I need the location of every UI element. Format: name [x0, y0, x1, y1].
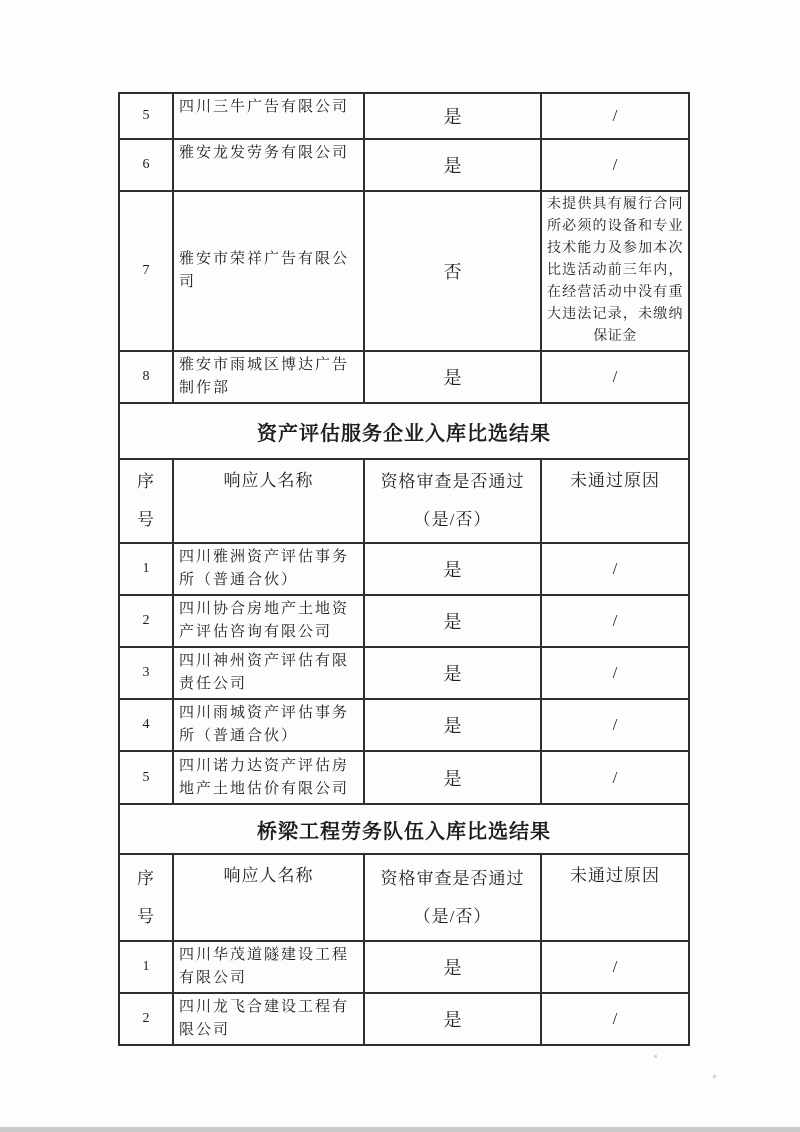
table-row — [119, 699, 689, 751]
header-fail-reason — [541, 854, 689, 941]
seq-cell: 5 — [119, 93, 173, 139]
table-row — [119, 351, 689, 403]
scan-edge-artifact — [0, 1127, 800, 1132]
seq-cell: 1 — [119, 543, 173, 595]
name-cell: 雅安龙发劳务有限公司 — [173, 139, 364, 191]
passed-cell: 是 — [364, 139, 541, 191]
passed-cell: 是 — [364, 751, 541, 804]
table-row — [119, 403, 689, 459]
header-seq — [119, 459, 173, 543]
passed-cell: 是 — [364, 351, 541, 403]
reason-cell: / — [541, 595, 689, 647]
table-row — [119, 854, 689, 941]
table-row — [119, 993, 689, 1045]
table-row — [119, 139, 689, 191]
header-fail-reason-label: 未通过原因 — [570, 866, 660, 885]
section-title-asset-eval: 资产评估服务企业入库比选结果 — [119, 403, 689, 459]
selection-results-table — [118, 92, 690, 1046]
passed-cell: 是 — [364, 699, 541, 751]
name-cell: 四川雅洲资产评估事务所（普通合伙） — [173, 543, 364, 595]
header-qualification — [364, 459, 541, 543]
seq-cell: 2 — [119, 993, 173, 1045]
header-seq — [119, 854, 173, 941]
header-fail-reason-label: 未通过原因 — [570, 471, 660, 490]
table-row — [119, 804, 689, 854]
seq-cell: 8 — [119, 351, 173, 403]
table-row — [119, 459, 689, 543]
name-cell: 雅安市荣祥广告有限公司 — [173, 191, 364, 351]
seq-cell: 4 — [119, 699, 173, 751]
reason-cell: 未提供具有履行合同所必须的设备和专业技术能力及参加本次比选活动前三年内，在经营活动中没有重大违法记录，未缴纳保证金 — [541, 191, 689, 351]
table-row — [119, 941, 689, 993]
seq-cell: 2 — [119, 595, 173, 647]
header-seq-line2: 号 — [137, 906, 155, 926]
passed-cell: 是 — [364, 595, 541, 647]
reason-cell: / — [541, 647, 689, 699]
table-row — [119, 93, 689, 139]
name-cell: 四川华茂道隧建设工程有限公司 — [173, 941, 364, 993]
name-cell: 四川雨城资产评估事务所（普通合伙） — [173, 699, 364, 751]
header-seq-line2: 号 — [137, 510, 155, 529]
reason-cell: / — [541, 543, 689, 595]
header-seq-line1: 序 — [137, 868, 155, 888]
seq-cell: 5 — [119, 751, 173, 804]
passed-cell: 是 — [364, 647, 541, 699]
section-title-bridge-labor: 桥梁工程劳务队伍入库比选结果 — [119, 804, 689, 854]
header-qualification — [364, 854, 541, 941]
reason-cell: / — [541, 941, 689, 993]
name-cell: 雅安市雨城区博达广告制作部 — [173, 351, 364, 403]
header-seq-line1: 序 — [137, 472, 155, 491]
reason-cell: / — [541, 993, 689, 1045]
header-qualification-line2: （是/否） — [413, 906, 492, 926]
name-cell: 四川诺力达资产评估房地产土地估价有限公司 — [173, 751, 364, 804]
table-row — [119, 543, 689, 595]
scan-speck — [713, 1075, 716, 1078]
seq-cell: 7 — [119, 191, 173, 351]
passed-cell: 是 — [364, 543, 541, 595]
name-cell: 四川协合房地产土地资产评估咨询有限公司 — [173, 595, 364, 647]
passed-cell: 是 — [364, 941, 541, 993]
name-cell: 四川神州资产评估有限责任公司 — [173, 647, 364, 699]
reason-cell: / — [541, 699, 689, 751]
header-name — [173, 854, 364, 941]
header-qualification-line1: 资格审查是否通过 — [380, 868, 525, 888]
header-name-label: 响应人名称 — [223, 471, 314, 490]
passed-cell: 是 — [364, 993, 541, 1045]
seq-cell: 3 — [119, 647, 173, 699]
scan-speck — [654, 1055, 657, 1058]
seq-cell: 1 — [119, 941, 173, 993]
table-row — [119, 191, 689, 351]
header-fail-reason — [541, 459, 689, 543]
header-qualification-line2: （是/否） — [413, 510, 492, 529]
table-row — [119, 647, 689, 699]
table-row — [119, 595, 689, 647]
header-name-label: 响应人名称 — [223, 866, 314, 885]
reason-cell: / — [541, 351, 689, 403]
seq-cell: 6 — [119, 139, 173, 191]
header-name — [173, 459, 364, 543]
name-cell: 四川三牛广告有限公司 — [173, 93, 364, 139]
reason-cell: / — [541, 93, 689, 139]
table-row — [119, 751, 689, 804]
passed-cell: 是 — [364, 93, 541, 139]
reason-cell: / — [541, 139, 689, 191]
name-cell: 四川龙飞合建设工程有限公司 — [173, 993, 364, 1045]
passed-cell: 否 — [364, 191, 541, 351]
header-qualification-line1: 资格审查是否通过 — [380, 472, 525, 491]
reason-cell: / — [541, 751, 689, 804]
